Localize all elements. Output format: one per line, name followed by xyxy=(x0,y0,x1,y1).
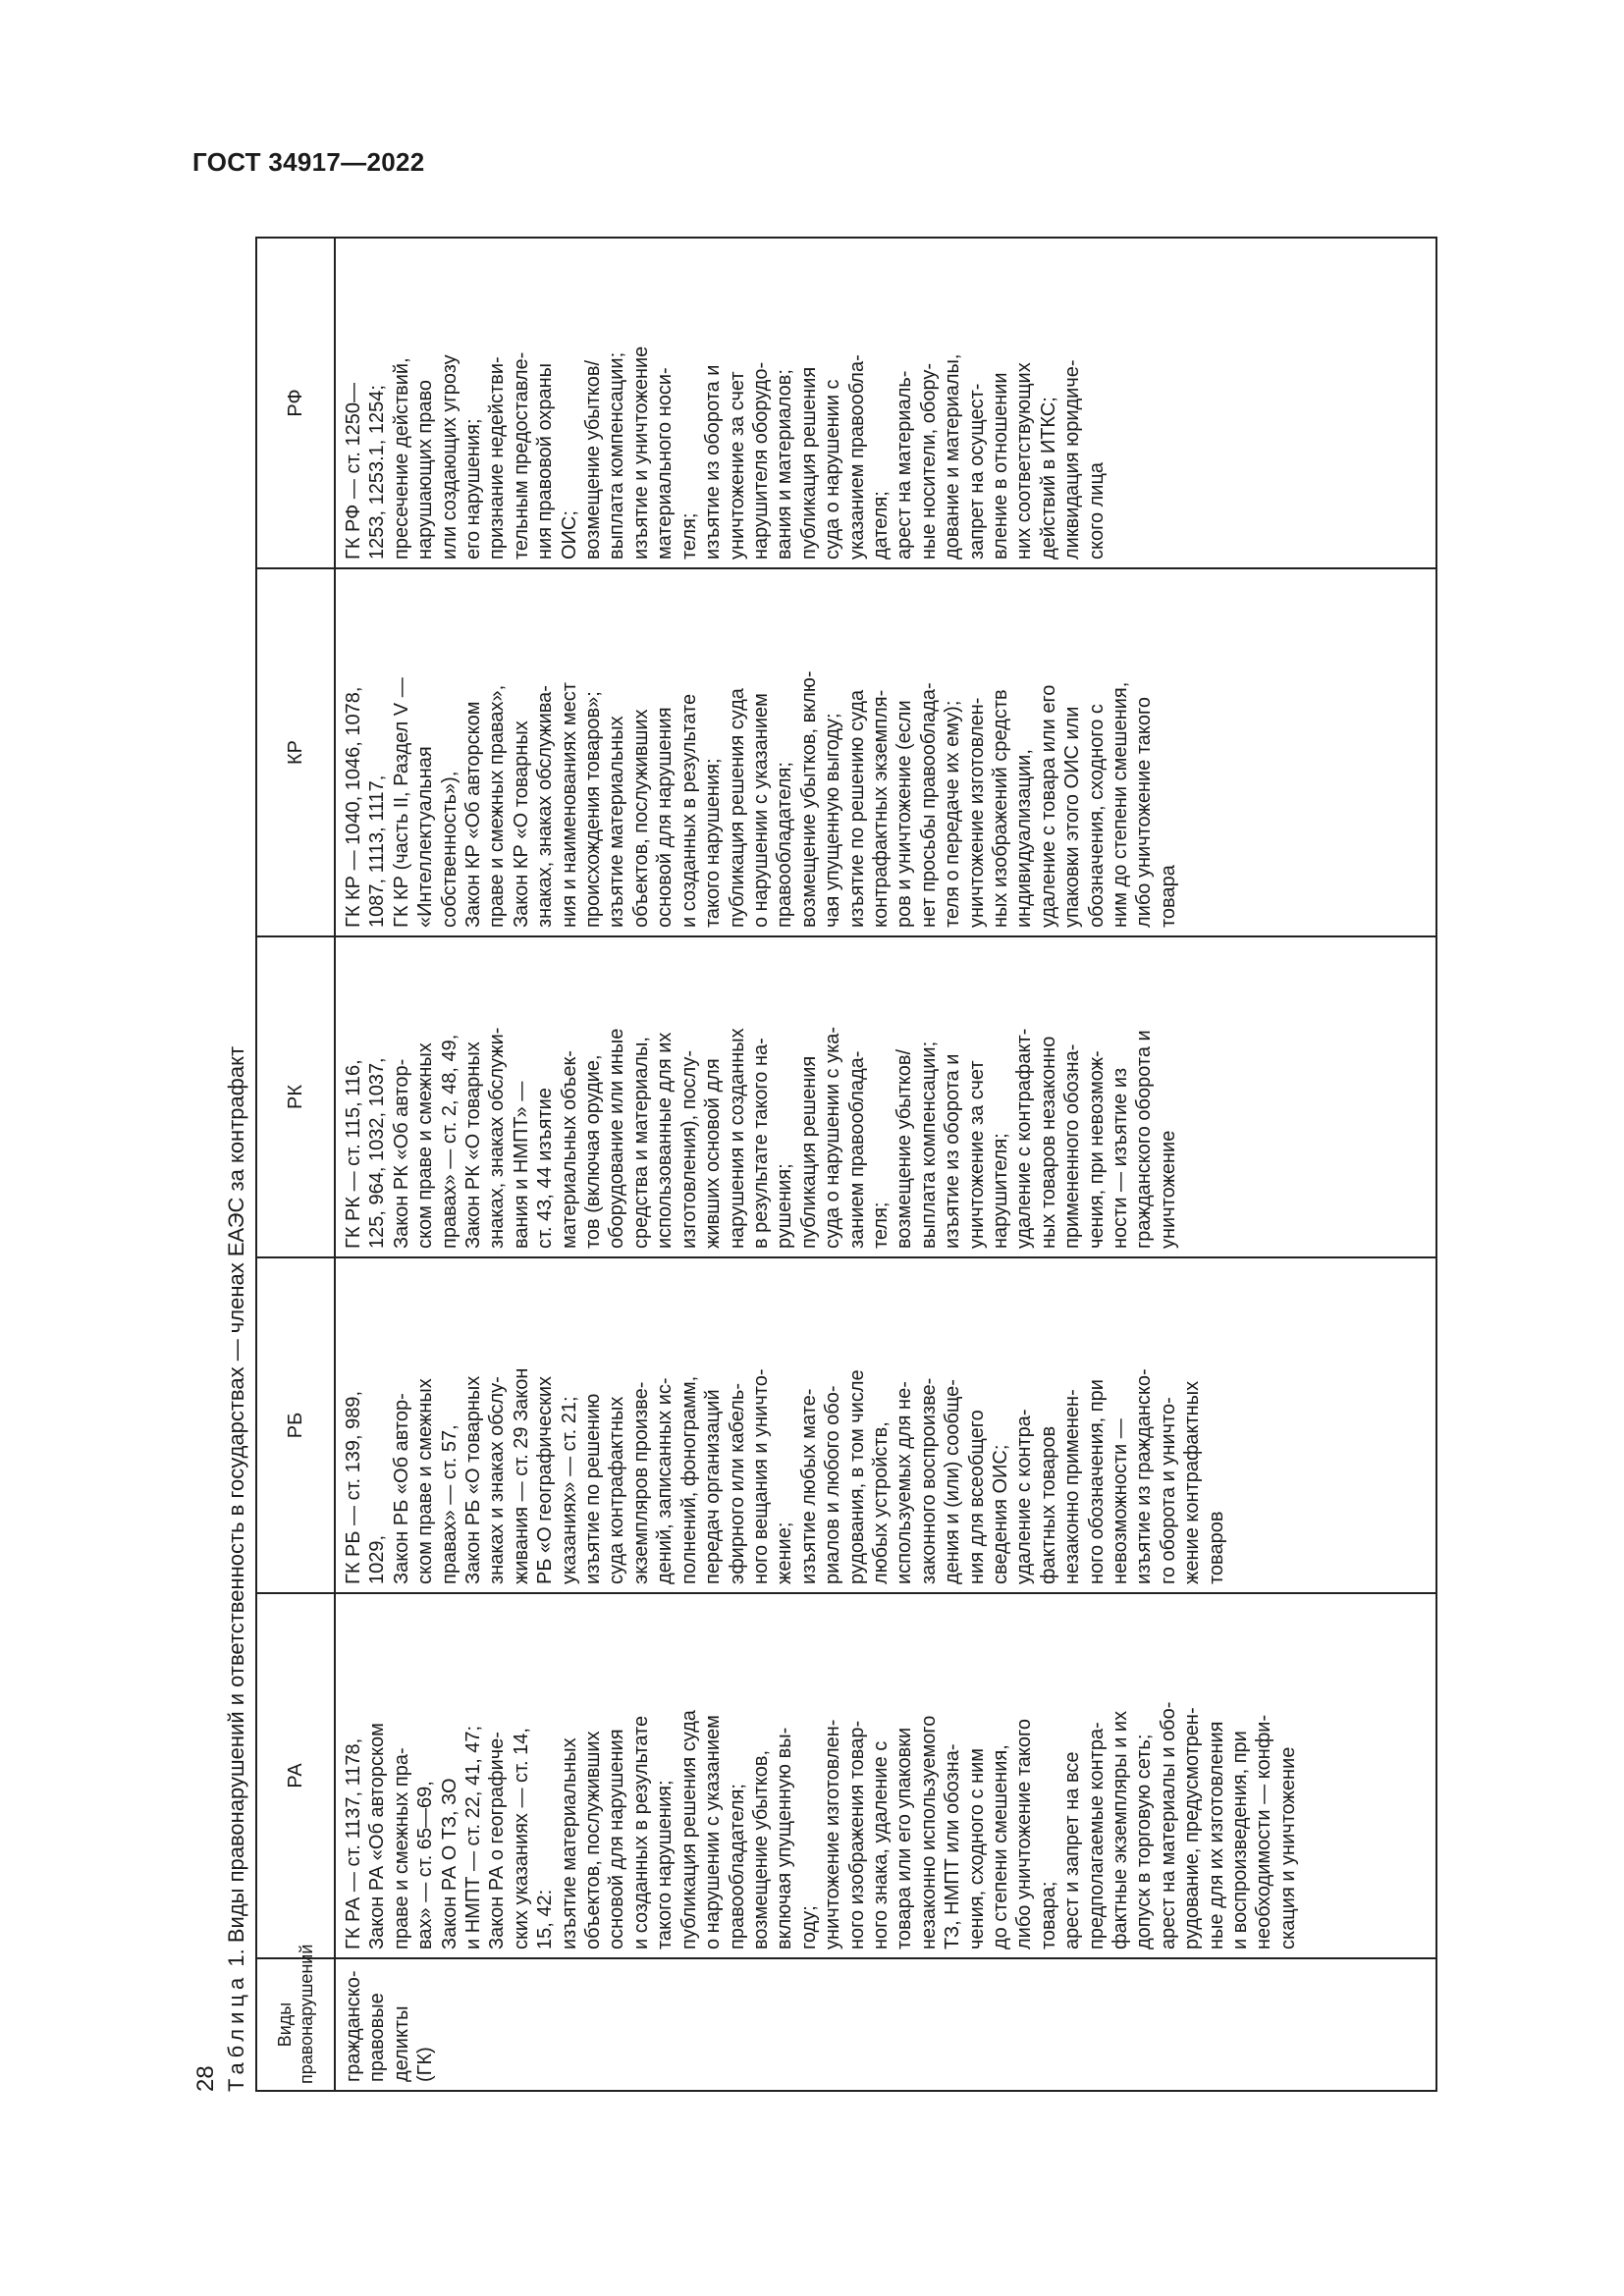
cell-line: и НМПТ — ст. 22, 41, 47; xyxy=(462,1725,485,1949)
cell-line: материального носи- xyxy=(654,367,677,560)
cell-line: правообладателя; xyxy=(774,762,796,928)
cell-line: изъятие материальных xyxy=(558,1737,580,1949)
cell-line: объектов, послуживших xyxy=(582,1731,605,1949)
cell-line: либо уничтожение такого xyxy=(1013,1719,1036,1949)
cell-line: Закон КР «Об авторском xyxy=(462,701,485,928)
cell-line: теля; xyxy=(869,1201,892,1249)
cell-line: «Интеллектуальная xyxy=(414,746,437,928)
cell-line: Закон РК «Об автор- xyxy=(390,1058,412,1249)
cell-line: ГК РК — ст. 115, 116, xyxy=(343,1059,364,1249)
cell-line: используемых для не- xyxy=(893,1381,916,1584)
cell-line: ного обозначения, при xyxy=(1085,1379,1108,1584)
cell-line: изъятие материальных xyxy=(606,716,628,928)
cell-line: уничтожение за счет xyxy=(965,1060,988,1249)
cell-line: нарушителя оборудо- xyxy=(749,361,772,560)
cell-line: ного вещания и уничто- xyxy=(749,1368,772,1584)
cell-rf xyxy=(335,238,1436,568)
cell-line: изъятие из оборота и xyxy=(702,364,725,560)
cell-line: фактные экземпляры и их xyxy=(1110,1710,1131,1949)
cell-line: уничтожение изготовлен- xyxy=(822,1719,844,1949)
cell-line: о нарушении с указанием xyxy=(702,1715,725,1949)
cell-line: го оборота и уничто- xyxy=(1157,1397,1179,1584)
cell-line: изъятие из оборота и xyxy=(942,1053,964,1249)
cell-kr xyxy=(335,568,1436,936)
rotated-table-area xyxy=(192,239,1430,2092)
cell-line: нарушения и созданных xyxy=(726,1028,748,1249)
cell-line: году; xyxy=(797,1905,820,1949)
cell-line: невозможности — xyxy=(1110,1418,1131,1584)
cell-line: скация и уничтожение xyxy=(1276,1746,1299,1949)
cell-line: вания и материалов; xyxy=(774,369,796,560)
cell-line: РБ «О географических xyxy=(534,1376,557,1584)
cell-line: указаниях» — ст. 21; xyxy=(558,1396,580,1584)
cell-line: теля о передаче их ему); xyxy=(942,700,964,928)
cell-line: тельным предоставле- xyxy=(510,351,532,560)
cell-line: материальных объек- xyxy=(558,1050,580,1249)
cell-line: товара или его упаковки xyxy=(893,1727,916,1949)
cell-line: них соответствующих xyxy=(1013,362,1036,560)
cell-line: его нарушения; xyxy=(462,418,485,560)
cell-line: собственность»), xyxy=(438,771,460,928)
cell-line: уничтожение xyxy=(1157,1130,1179,1249)
cell-line: нарушителя; xyxy=(989,1133,1011,1249)
cell-line: чения, при невозмож- xyxy=(1085,1050,1108,1249)
caption-text: 1. Виды правонарушений и ответственность в государствах — членах ЕАЭС за контрафакт xyxy=(224,1045,248,1967)
cell-line: изъятие по решению xyxy=(582,1393,605,1584)
cell-line: вания и НМПТ» — xyxy=(510,1081,532,1249)
cell-line: дений, записанных ис- xyxy=(654,1377,677,1584)
cell-line: Закон РБ «Об автор- xyxy=(390,1393,412,1584)
cell-line: дателя; xyxy=(869,491,892,560)
col-header-offense-type: Виды правонарушений xyxy=(256,1958,335,2091)
cell-line: дование и материалы, xyxy=(942,353,964,560)
cell-line: ст. 43, 44 изъятие xyxy=(534,1088,557,1249)
cell-line: праве и смежных правах», xyxy=(486,684,509,928)
cell-line: обозначения, сходного с xyxy=(1085,704,1108,928)
cell-line: чая упущенную выгоду; xyxy=(822,713,844,928)
cell-line: или создающих угрозу xyxy=(438,354,460,560)
cell-line: знаках, знаках обслужива- xyxy=(534,685,557,928)
cell-line: в результате такого на- xyxy=(749,1038,772,1249)
cell-line: ГК КР — 1040, 1046, 1078, xyxy=(343,686,364,928)
cell-line: занием правооблада- xyxy=(845,1050,868,1249)
cell-line: Закон РА О ТЗ, ЗО xyxy=(438,1778,460,1949)
cell-line: ных товаров незаконно xyxy=(1037,1036,1059,1249)
cell-line: законного воспроизве- xyxy=(917,1377,940,1584)
category-line: (ГК) xyxy=(414,2047,437,2082)
cell-line: ГК РА — ст. 1137, 1178, xyxy=(343,1737,364,1949)
cell-line: возмещение убытков/ xyxy=(893,1048,916,1249)
cell-line: нарушающих право xyxy=(414,379,437,560)
cell-line: основой для нарушения xyxy=(606,1729,628,1949)
cell-line: ного изображения товар- xyxy=(845,1720,868,1949)
cell-line: ОИС; xyxy=(558,510,580,560)
cell-line: и созданных в результате xyxy=(677,693,700,928)
cell-line: уничтожение за счет xyxy=(726,371,748,560)
cell-line: выплата компенсации; xyxy=(606,351,628,560)
cell-line: изъятие и уничтожение xyxy=(629,346,652,560)
cell-line: сведения ОИС; xyxy=(989,1444,1011,1584)
cell-line: 1087, 1113, 1117, xyxy=(366,774,389,928)
col-header-rf: РФ xyxy=(256,238,335,568)
col-header-rb: РБ xyxy=(256,1257,335,1593)
cell-line: вах» — ст. 65—69, xyxy=(414,1781,437,1949)
cell-line: и воспроизведения, при xyxy=(1229,1731,1252,1949)
cell-line: возмещение убытков, вклю- xyxy=(797,670,820,928)
cell-line: либо уничтожение такого xyxy=(1133,697,1156,928)
cell-line: ния для всеобщего xyxy=(965,1410,988,1584)
cell-line: ском праве и смежных xyxy=(414,1378,437,1584)
cell-line: ликвидация юридиче- xyxy=(1061,359,1084,560)
cell-line: ные для их изготовления xyxy=(1205,1721,1227,1949)
category-line: деликты xyxy=(390,2005,412,2082)
cell-line: ные носители, обору- xyxy=(917,362,940,560)
category-cell xyxy=(335,1958,1436,2091)
cell-line: публикация решения суда xyxy=(677,1710,700,1949)
cell-line: возмещение убытков/ xyxy=(582,359,605,560)
cell-line: Закон РА о географиче- xyxy=(486,1732,509,1949)
cell-line: примененного обозна- xyxy=(1061,1043,1084,1249)
cell-line: арест на материаль- xyxy=(893,370,916,560)
cell-line: изъятие по решению суда xyxy=(845,689,868,928)
cell-line: экземпляров произве- xyxy=(629,1381,652,1584)
category-line: гражданско- xyxy=(343,1970,364,2082)
cell-line: пресечение действий, xyxy=(390,357,412,560)
cell-line: тов (включая орудие, xyxy=(582,1054,605,1249)
cell-line: предполагаемые контра- xyxy=(1085,1722,1108,1949)
cell-line: ности — изъятие из xyxy=(1110,1067,1131,1249)
cell-line: правах» — ст. 57, xyxy=(438,1424,460,1584)
cell-line: живших основой для xyxy=(702,1058,725,1249)
cell-line: суда контрафактных xyxy=(606,1396,628,1584)
cell-line: действий в ИТКС; xyxy=(1037,397,1059,560)
cell-line: товаров xyxy=(1205,1511,1227,1584)
cell-line: полнений, фонограмм, xyxy=(677,1375,700,1584)
cell-line: рушения; xyxy=(774,1163,796,1249)
cell-line: включая упущенную вы- xyxy=(774,1727,796,1949)
cell-line: происхождения товаров»; xyxy=(582,691,605,928)
cell-line: средства и материалы, xyxy=(629,1037,652,1249)
cell-line: необходимости — конфи- xyxy=(1253,1714,1275,1949)
cell-line: товара; xyxy=(1037,1881,1059,1949)
caption-prefix: Таблица xyxy=(224,1972,248,2092)
cell-line: индивидуализации, xyxy=(1013,749,1036,928)
cell-line: допуск в торговую сеть; xyxy=(1133,1734,1156,1949)
cell-line: оборудование или иные xyxy=(606,1028,628,1249)
cell-line: удаление с контрафакт- xyxy=(1013,1028,1036,1249)
cell-line: и созданных в результате xyxy=(629,1715,652,1949)
cell-line: возмещение убытков, xyxy=(749,1749,772,1949)
cell-line: вление в отношении xyxy=(989,372,1011,560)
cell-line: живания — ст. 29 Закон xyxy=(510,1367,532,1584)
cell-line: незаконно применен- xyxy=(1061,1389,1084,1584)
col-header-rk: РК xyxy=(256,936,335,1257)
cell-line: знаках и знаках обслу- xyxy=(486,1376,509,1584)
cell-line: упаковки этого ОИС или xyxy=(1061,706,1084,928)
cell-line: до степени смешения, xyxy=(989,1744,1011,1949)
page-number: 28 xyxy=(192,2065,219,2092)
cell-line: о нарушении с указанием xyxy=(749,693,772,928)
cell-line: изъятие любых мате- xyxy=(797,1388,820,1584)
cell-line: ских указаниях — ст. 14, xyxy=(510,1728,532,1949)
cell-line: незаконно используемого xyxy=(917,1715,940,1949)
cell-line: 15, 42: xyxy=(534,1889,557,1949)
cell-line: ров и уничтожение (если xyxy=(893,700,916,928)
cell-line: контрафактных экземпля- xyxy=(869,689,892,928)
cell-line: правах» — ст. 2, 48, 49, xyxy=(438,1034,460,1249)
cell-line: Закон РБ «О товарных xyxy=(462,1375,485,1584)
cell-line: изъятие из гражданско- xyxy=(1133,1368,1156,1584)
cell-line: дения и (или) сообще- xyxy=(942,1379,964,1584)
cell-line: теля; xyxy=(677,512,700,560)
cell-line: правообладателя; xyxy=(726,1784,748,1949)
cell-line: ГК РФ — ст. 1250— xyxy=(343,382,364,560)
table-row-civil-offenses xyxy=(335,238,1436,2091)
offenses-table xyxy=(255,237,1437,2092)
cell-line: товара xyxy=(1157,865,1179,928)
cell-line: уничтожение изготовлен- xyxy=(965,697,988,928)
cell-line: нет просьбы правооблада- xyxy=(917,682,940,928)
cell-line: Закон РК «О товарных xyxy=(462,1041,485,1249)
cell-line: указанием правообла- xyxy=(845,354,868,560)
cell-line: ним до степени смешения, xyxy=(1110,681,1131,928)
cell-line: ском праве и смежных xyxy=(414,1042,437,1249)
cell-line: знаках, знаках обслужи- xyxy=(486,1027,509,1249)
cell-line: ГК РБ — ст. 139, 989, xyxy=(343,1390,364,1584)
cell-line: такого нарушения; xyxy=(702,758,725,928)
cell-line: признание недействи- xyxy=(486,356,509,560)
cell-line: ского лица xyxy=(1085,461,1108,560)
cell-line: такого нарушения; xyxy=(654,1780,677,1949)
cell-line: ния и наименованиях мест xyxy=(558,682,580,928)
cell-line: удаление с контра- xyxy=(1013,1409,1036,1584)
cell-line: рудование, предусмотрен- xyxy=(1181,1707,1204,1949)
cell-line: публикация решения xyxy=(797,366,820,560)
cell-line: 1253, 1253.1, 1254; xyxy=(366,385,389,560)
cell-line: Закон КР «О товарных xyxy=(510,721,532,928)
cell-line: ных изображений средств xyxy=(989,689,1011,928)
cell-line: Закон РА «Об авторском xyxy=(366,1723,389,1949)
cell-line: выплата компенсации; xyxy=(917,1041,940,1249)
cell-line: праве и смежных пра- xyxy=(390,1747,412,1949)
cell-line: эфирного или кабель- xyxy=(726,1383,748,1584)
cell-ra xyxy=(335,1593,1436,1958)
table-caption xyxy=(224,1046,249,2092)
cell-line: любых устройств, xyxy=(869,1421,892,1584)
cell-line: удаление с товара или его xyxy=(1037,684,1059,928)
cell-line: гражданского оборота и xyxy=(1133,1030,1156,1249)
cell-line: публикация решения xyxy=(797,1055,820,1249)
cell-rb xyxy=(335,1257,1436,1593)
cell-line: ТЗ, НМПТ или обозна- xyxy=(942,1743,964,1949)
col-header-kr: КР xyxy=(256,568,335,936)
col-header-ra: РА xyxy=(256,1593,335,1958)
cell-line: изготовления), послу- xyxy=(677,1049,700,1249)
cell-line: риалов и любого обо- xyxy=(822,1385,844,1584)
cell-line: ния правовой охраны xyxy=(534,362,557,560)
cell-line: суда о нарушении с xyxy=(822,379,844,560)
cell-line: 125, 964, 1032, 1037, xyxy=(366,1057,389,1249)
header-row xyxy=(256,238,335,2091)
cell-line: передач организаций xyxy=(702,1389,725,1584)
cell-line: жение контрафактных xyxy=(1181,1380,1204,1584)
cell-line: чения, сходного с ним xyxy=(965,1747,988,1949)
cell-line: 1029, xyxy=(366,1534,389,1584)
cell-line: ного знака, удаление с xyxy=(869,1740,892,1949)
cell-line: объектов, послуживших xyxy=(629,709,652,928)
cell-line: публикация решения суда xyxy=(726,688,748,928)
cell-line: суда о нарушении с ука- xyxy=(822,1026,844,1249)
document-code: ГОСТ 34917—2022 xyxy=(192,147,425,177)
cell-line: запрет на осущест- xyxy=(965,383,988,560)
cell-line: основой для нарушения xyxy=(654,707,677,928)
category-line: правовые xyxy=(366,1993,389,2082)
cell-line: рудования, в том числе xyxy=(845,1369,868,1584)
cell-line: жение; xyxy=(774,1522,796,1584)
cell-rk xyxy=(335,936,1436,1257)
cell-line: использованные для их xyxy=(654,1032,677,1249)
cell-line: арест на материалы и обо- xyxy=(1157,1701,1179,1949)
cell-line: ГК КР (часть II, Раздел V — xyxy=(390,677,412,928)
cell-line: фактных товаров xyxy=(1037,1425,1059,1584)
cell-line: арест и запрет на все xyxy=(1061,1751,1084,1949)
